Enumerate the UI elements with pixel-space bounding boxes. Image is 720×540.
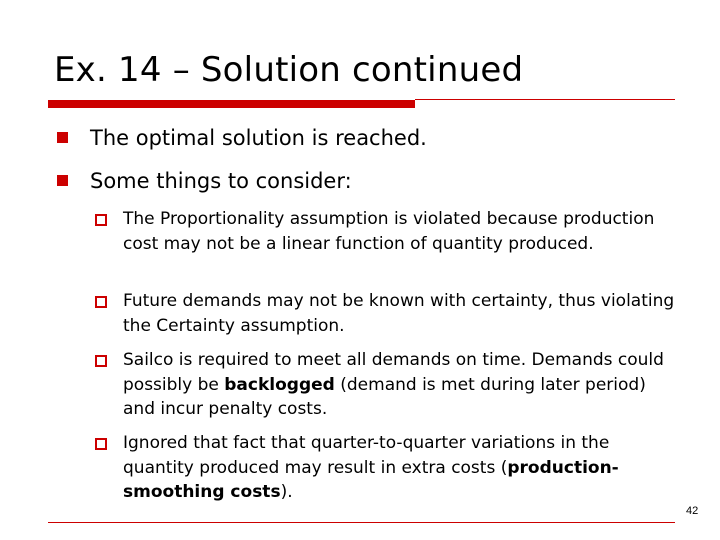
sub-bullet-text-part: ). (280, 482, 293, 502)
bullet-text: Some things to consider: (90, 169, 352, 193)
sub-bullet-text: The Proportionality assumption is violated because production cost may not be a linear function of quantity produced. (123, 209, 655, 254)
page-number: 42 (686, 505, 699, 517)
sub-bullet-text-part: Sailco is required to meet all demands on time. Demands could possibly be (123, 350, 664, 395)
hollow-square-bullet-icon (95, 438, 107, 450)
sub-bullet-text-part: Ignored that fact that quarter-to-quarter variations in the quantity produced may result in extra costs ( (123, 433, 610, 478)
sub-bullet-text: Future demands may not be known with certainty, thus violating the Certainty assumption. (123, 291, 675, 336)
footer-rule (48, 522, 675, 523)
square-bullet-icon (57, 175, 68, 186)
sub-bullet-text (123, 431, 683, 505)
bold-term: backlogged (224, 374, 335, 395)
sub-bullet-text (123, 348, 683, 422)
hollow-square-bullet-icon (95, 355, 107, 367)
sub-bullet-text-part: (demand is met during later period) and incur penalty costs. (123, 374, 646, 419)
bullet-text: The optimal solution is reached. (90, 126, 427, 150)
hollow-square-bullet-icon (95, 214, 107, 226)
hollow-square-bullet-icon (95, 296, 107, 308)
square-bullet-icon (57, 132, 68, 143)
bold-term: production-smoothing costs (123, 457, 619, 502)
title-underline-thick (48, 100, 415, 108)
title-underline-thin (415, 99, 675, 100)
slide-title: Ex. 14 – Solution continued (54, 50, 524, 90)
